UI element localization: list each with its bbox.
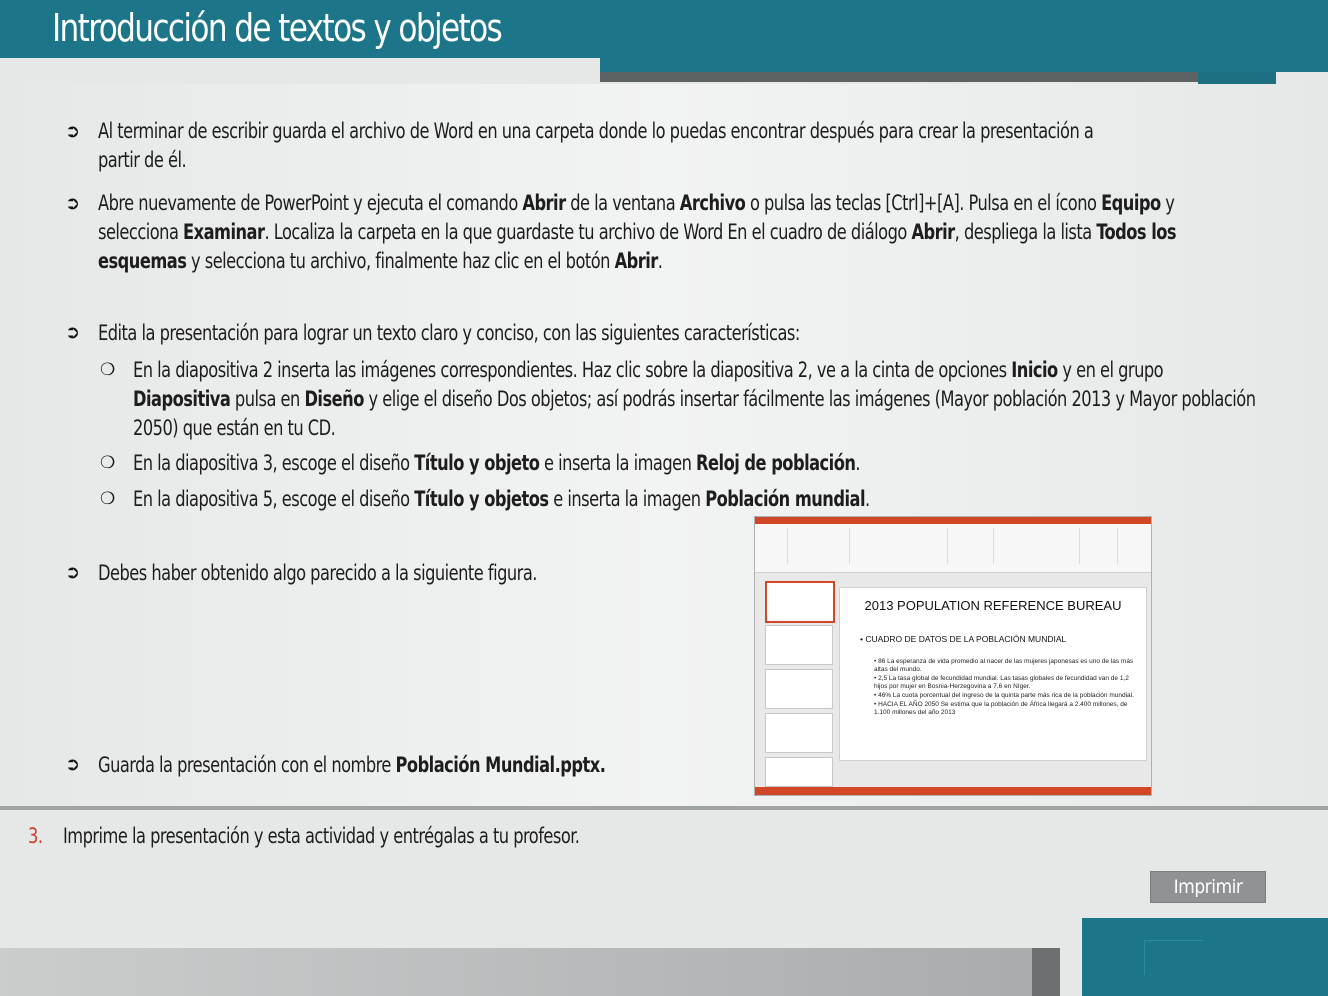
circle-bullet-icon: ❍ bbox=[100, 489, 116, 508]
subbullet-1: En la diapositiva 2 inserta las imágenes correspondientes. Haz clic sobre la diapositiva 2, ve a la cinta de opciones Inicio y en el grupo Diapositiva pulsa en Diseño y elige el diseño Dos objetos; así podrás insertar fácilmente las imágenes (Mayor población 2013 y Mayor población 2050) que están en tu CD. bbox=[133, 358, 1256, 440]
header-divider bbox=[600, 72, 1276, 82]
header-light-strip bbox=[0, 58, 600, 84]
bullet-5: Guarda la presentación con el nombre Población Mundial.pptx. bbox=[98, 753, 606, 777]
bullet-2: Abre nuevamente de PowerPoint y ejecuta el comando Abrir de la ventana Archivo o pulsa las teclas [Ctrl]+[A]. Pulsa en el ícono Equipo y selecciona Examinar. Localiza la carpeta en la que guardaste tu archivo de Word En el cuadro de diálogo Abrir, despliega la lista Todos los esquemas y selecciona tu archivo, finalmente haz clic en el botón Abrir. bbox=[98, 191, 1177, 273]
arrow-bullet-icon: ➲ bbox=[65, 562, 81, 582]
arrow-bullet-icon: ➲ bbox=[65, 193, 81, 213]
page-title: Introducción de textos y objetos bbox=[52, 6, 502, 50]
ppt-titlebar bbox=[755, 517, 1151, 524]
bottom-teal-block bbox=[1082, 918, 1328, 996]
subbullet-3: En la diapositiva 5, escoge el diseño Título y objetos e inserta la imagen Población mundial. bbox=[133, 487, 870, 511]
slide-thumbnail bbox=[765, 669, 833, 709]
slide-thumbnail bbox=[765, 625, 833, 665]
ppt-slide bbox=[839, 587, 1147, 761]
bottom-teal-frame bbox=[1144, 940, 1203, 975]
slide-title: 2013 POPULATION REFERENCE BUREAU bbox=[864, 598, 1122, 613]
bullet-1: Al terminar de escribir guarda el archivo de Word en una carpeta donde lo puedas encontrar después para crear la presentación a partir de él. bbox=[98, 119, 1094, 172]
ppt-statusbar bbox=[755, 787, 1151, 795]
slide-items: • 86 La esperanza de vida promedio al nacer de las mujeres japonesas es uno de las más altas del mundo. • 2,5 La tasa global de fecundidad mundial. Las tasas globales de fecundidad van de 1,2 hijos por mujer en Bosnia-Herzegovina a 7,6 en Níger. • 46% La cuota porcentual del ingreso de la quinta parte más rica de la población mundial. • HACIA EL AÑO 2050 Se estima que la población de África llegará a 2.400 millones, de 1.100 millones del año 2013 bbox=[874, 658, 1134, 716]
slide-thumbnail bbox=[765, 757, 833, 787]
bullet-3: Edita la presentación para lograr un texto claro y conciso, con las siguientes características: bbox=[98, 321, 800, 345]
print-button[interactable]: Imprimir bbox=[1150, 871, 1266, 903]
arrow-bullet-icon: ➲ bbox=[65, 121, 81, 141]
slide-thumbnail bbox=[765, 713, 833, 753]
ppt-ribbon bbox=[755, 524, 1151, 573]
slide-thumbnail bbox=[765, 581, 835, 623]
subbullet-2: En la diapositiva 3, escoge el diseño Título y objeto e inserta la imagen Reloj de población. bbox=[133, 451, 861, 475]
circle-bullet-icon: ❍ bbox=[100, 453, 116, 472]
slide-subtitle: • CUADRO DE DATOS DE LA POBLACIÓN MUNDIAL bbox=[860, 634, 1067, 644]
bottom-bar-accent bbox=[1032, 948, 1060, 996]
ppt-thumbnail-panel bbox=[759, 573, 829, 789]
step-text: Imprime la presentación y esta actividad y entrégalas a tu profesor. bbox=[63, 824, 580, 848]
bullet-4: Debes haber obtenido algo parecido a la siguiente figura. bbox=[98, 561, 537, 585]
circle-bullet-icon: ❍ bbox=[100, 360, 116, 379]
powerpoint-screenshot bbox=[754, 516, 1152, 796]
bottom-bar bbox=[0, 948, 1040, 996]
arrow-bullet-icon: ➲ bbox=[65, 754, 81, 774]
step-number: 3. bbox=[28, 824, 43, 848]
arrow-bullet-icon: ➲ bbox=[65, 322, 81, 342]
